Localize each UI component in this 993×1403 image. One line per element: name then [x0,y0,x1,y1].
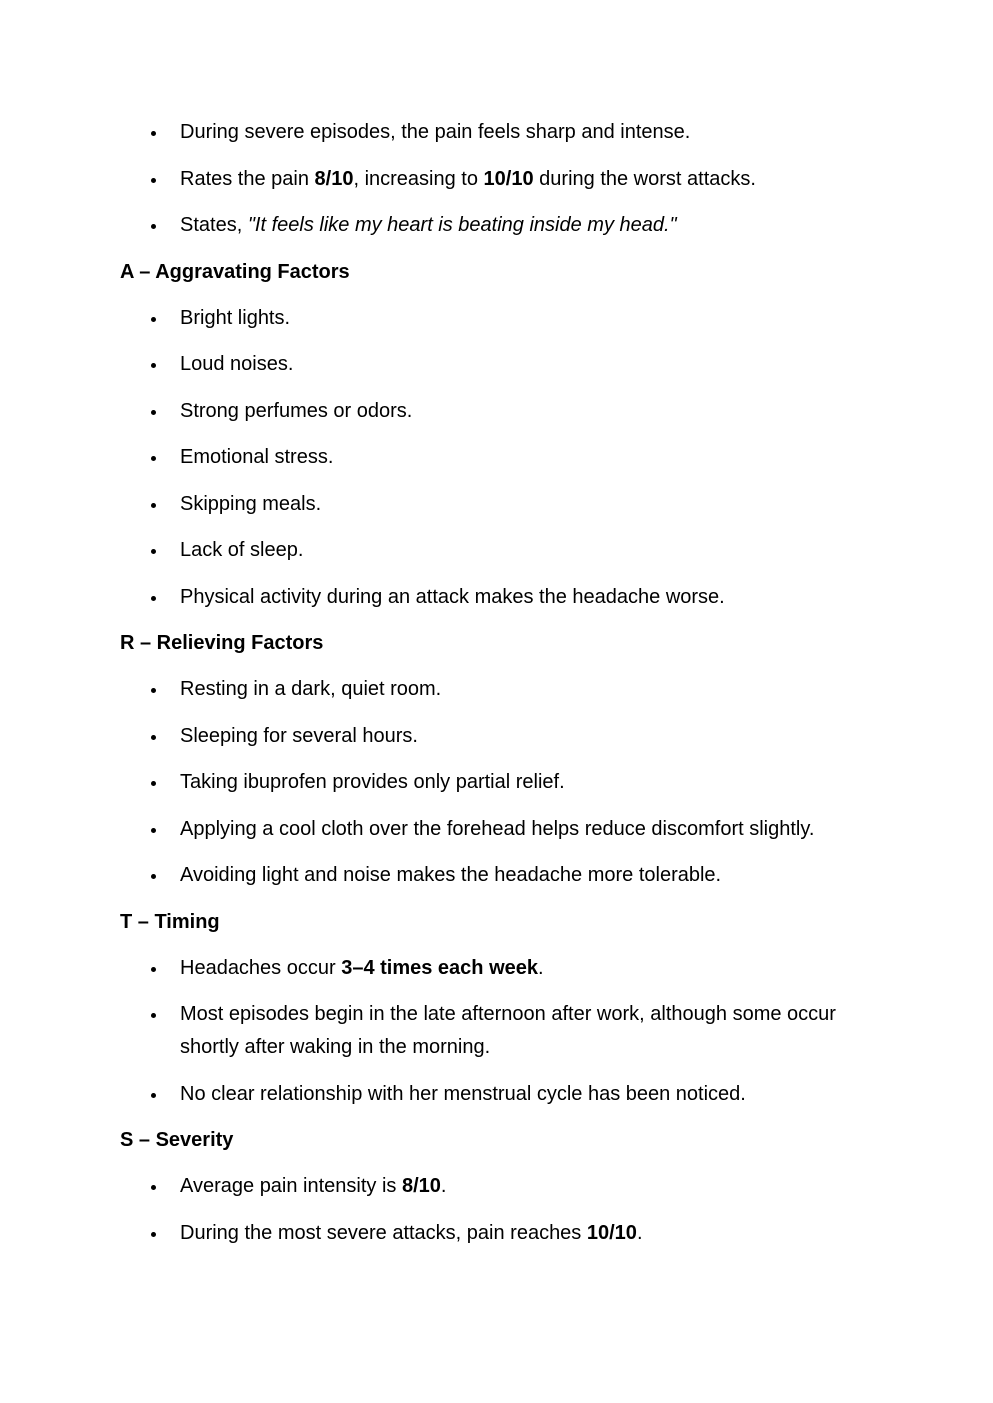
bullet-icon [151,1185,156,1190]
list-item-text: Sleeping for several hours. [180,724,418,747]
severity-list [120,1170,880,1250]
aggravating-list [120,302,880,614]
average-pain-value: 8/10 [401,1175,441,1197]
list-item [120,998,880,1064]
bullet-icon [151,1093,156,1098]
list-item [120,1217,880,1250]
bullet-icon [151,503,156,508]
list-item [120,859,880,892]
bullet-icon [151,410,156,415]
bullet-icon [151,596,156,601]
pain-rating-max: 10/10 [483,167,534,190]
bullet-icon [151,317,156,322]
list-item [120,581,880,614]
list-item [120,488,880,521]
list-item-text: Skipping meals. [180,492,322,515]
list-item-text: Taking ibuprofen provides only partial relief. [180,771,565,793]
bullet-icon [151,363,156,368]
list-item-text: during the worst attacks. [533,167,756,190]
bullet-icon [151,688,156,693]
list-item-text: Headaches occur [180,956,342,979]
bullet-icon [151,781,156,786]
list-item-text: During the most severe attacks, pain reaches [180,1221,587,1244]
severity-heading: S – Severity [120,1129,234,1151]
list-item-text: , increasing to [353,167,484,190]
list-item-text: No clear relationship with her menstrual cycle has been noticed. [180,1082,746,1105]
list-item-text: Bright lights. [180,306,291,329]
bullet-icon [151,828,156,833]
list-item [120,395,880,428]
list-item-text: Applying a cool cloth over the forehead helps reduce discomfort slightly. [180,817,815,840]
list-item-text: Emotional stress. [180,446,334,468]
list-item-text: Resting in a dark, quiet room. [180,678,442,700]
bullet-icon [151,874,156,879]
bullet-icon [151,967,156,972]
document-content [120,116,880,1263]
list-item [120,163,880,196]
list-item-text: Average pain intensity is [180,1175,402,1197]
list-item [120,1170,880,1203]
list-item [120,766,880,799]
list-item [120,441,880,474]
list-item [120,209,880,242]
bullet-icon [151,549,156,554]
intro-list [120,116,880,242]
patient-quote: "It feels like my heart is beating inside my head." [247,214,677,236]
list-item [120,813,880,846]
aggravating-heading: A – Aggravating Factors [120,260,350,283]
list-item-text: Rates the pain [180,167,315,190]
list-item-text: Physical activity during an attack makes the headache worse. [180,585,725,608]
list-item-text: . [538,956,544,979]
relieving-heading: R – Relieving Factors [120,632,324,654]
relieving-list [120,673,880,892]
list-item-text: During severe episodes, the pain feels sharp and intense. [180,121,691,143]
list-item [120,720,880,753]
bullet-icon [151,131,156,136]
list-item [120,1078,880,1111]
list-item-text: Strong perfumes or odors. [180,399,413,422]
bullet-icon [151,178,156,183]
frequency-value: 3–4 times each week [341,956,538,979]
list-item [120,534,880,567]
list-item-text: . [440,1175,447,1197]
list-item-text: Avoiding light and noise makes the headache more tolerable. [180,864,722,886]
timing-list [120,952,880,1111]
bullet-icon [151,1013,156,1018]
list-item [120,952,880,985]
bullet-icon [151,1232,156,1237]
bullet-icon [151,735,156,740]
list-item-text: Most episodes begin in the late afternoon after work, although some occur shortly after waking in the morning. [180,1003,836,1058]
list-item [120,673,880,706]
list-item [120,302,880,335]
timing-heading: T – Timing [120,910,220,933]
list-item [120,116,880,149]
list-item-text: States, [180,214,248,236]
bullet-icon [151,456,156,461]
bullet-icon [151,224,156,229]
pain-rating: 8/10 [314,167,354,190]
list-item-text: . [636,1221,643,1244]
list-item [120,348,880,381]
list-item-text: Lack of sleep. [180,539,304,561]
max-pain-value: 10/10 [586,1221,637,1244]
list-item-text: Loud noises. [180,353,294,375]
